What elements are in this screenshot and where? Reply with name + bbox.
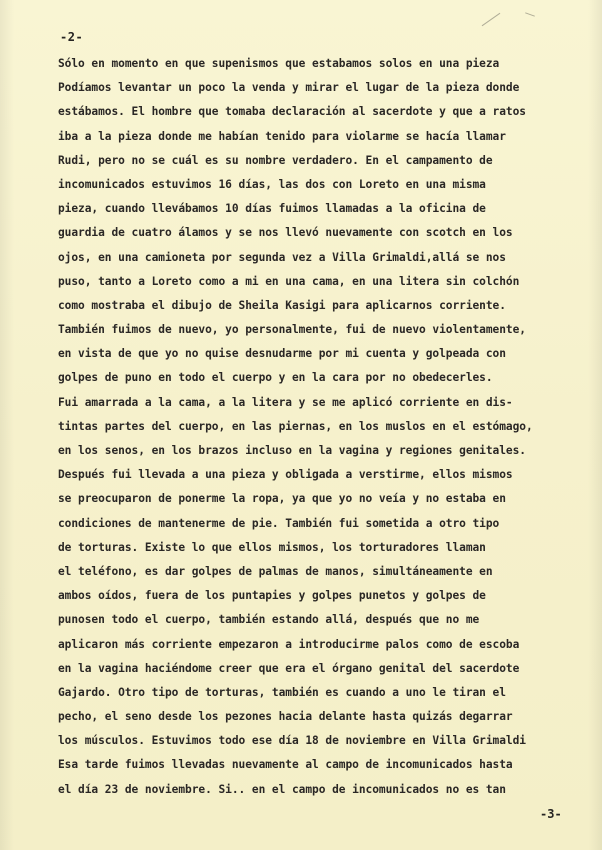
page-number-bottom: -3- xyxy=(540,807,562,821)
text-line: en la vagina haciéndome creer que era el órgano genital del sacerdote xyxy=(58,661,520,675)
text-line: Gajardo. Otro tipo de torturas, también es cuando a uno le tiran el xyxy=(58,685,506,699)
text-line: puso, tanto a Loreto como a mi en una cama, en una litera sin colchón xyxy=(58,274,520,288)
text-line: de torturas. Existe lo que ellos mismos, los torturadores llaman xyxy=(58,540,486,554)
text-line: Sólo en momento en que supenismos que estabamos solos en una pieza xyxy=(58,57,500,70)
text-line: el día 23 de noviembre. Si.. en el campo de incomunicados no es tan xyxy=(58,782,506,796)
text-line: el teléfono, es dar golpes de palmas de manos, simultáneamente en xyxy=(58,564,493,578)
text-line: incomunicados estuvimos 16 días, las dos con Loreto en una misma xyxy=(58,177,486,191)
text-line: los músculos. Estuvimos todo ese día 18 de noviembre en Villa Grimaldi xyxy=(58,734,526,748)
text-line: iba a la pieza donde me habían tenido para violarme se hacía llamar xyxy=(58,129,506,143)
typewritten-body xyxy=(58,52,558,802)
text-line: se preocuparon de ponerme la ropa, ya que yo no veía y no estaba en xyxy=(58,492,506,506)
text-line: Después fui llevada a una pieza y obligada a verstirme, ellos mismos xyxy=(58,468,513,482)
right-page-shadow xyxy=(588,0,602,850)
text-line: punosen todo el cuerpo, también estando allá, después que no me xyxy=(58,613,480,627)
left-page-shadow xyxy=(0,0,14,850)
pen-stroke-mark xyxy=(525,12,535,16)
text-line: pecho, el seno desde los pezones hacia delante hasta quizás degarrar xyxy=(58,710,513,724)
text-line: tintas partes del cuerpo, en las piernas, en los muslos en el estómago, xyxy=(58,419,533,433)
text-line: Esa tarde fuimos llevadas nuevamente al campo de incomunicados hasta xyxy=(58,758,513,772)
page-number-top: -2- xyxy=(60,30,84,44)
text-line: aplicaron más corriente empezaron a introducirme palos como de escoba xyxy=(58,637,520,651)
text-line: como mostraba el dibujo de Sheila Kasigi para aplicarnos corriente. xyxy=(58,298,506,312)
text-line: golpes de puno en todo el cuerpo y en la cara por no obedecerles. xyxy=(58,371,493,385)
text-line: Fui amarrada a la cama, a la litera y se me aplicó corriente en dis- xyxy=(58,395,513,409)
text-line: ojos, en una camioneta por segunda vez a Villa Grimaldi,allá se nos xyxy=(58,250,506,264)
text-line: ambos oídos, fuera de los puntapies y golpes punetos y golpes de xyxy=(58,589,486,603)
text-line: condiciones de mantenerme de pie. También fui sometida a otro tipo xyxy=(58,516,500,530)
text-line: en los senos, en los brazos incluso en la vagina y regiones genitales. xyxy=(58,444,526,457)
text-line: estábamos. El hombre que tomaba declaración al sacerdote y que a ratos xyxy=(58,105,526,119)
text-line: Rudi, pero no se cuál es su nombre verdadero. En el campamento de xyxy=(58,153,493,167)
text-line: También fuimos de nuevo, yo personalmente, fui de nuevo violentamente, xyxy=(58,323,526,337)
text-line: Podíamos levantar un poco la venda y mirar el lugar de la pieza donde xyxy=(58,81,520,95)
text-line: pieza, cuando llevábamos 10 días fuimos llamadas a la oficina de xyxy=(58,202,486,216)
pen-stroke-mark xyxy=(482,13,501,26)
text-line: en vista de que yo no quise desnudarme por mi cuenta y golpeada con xyxy=(58,347,506,361)
text-line: guardia de cuatro álamos y se nos llevó nuevamente con scotch en los xyxy=(58,226,513,240)
